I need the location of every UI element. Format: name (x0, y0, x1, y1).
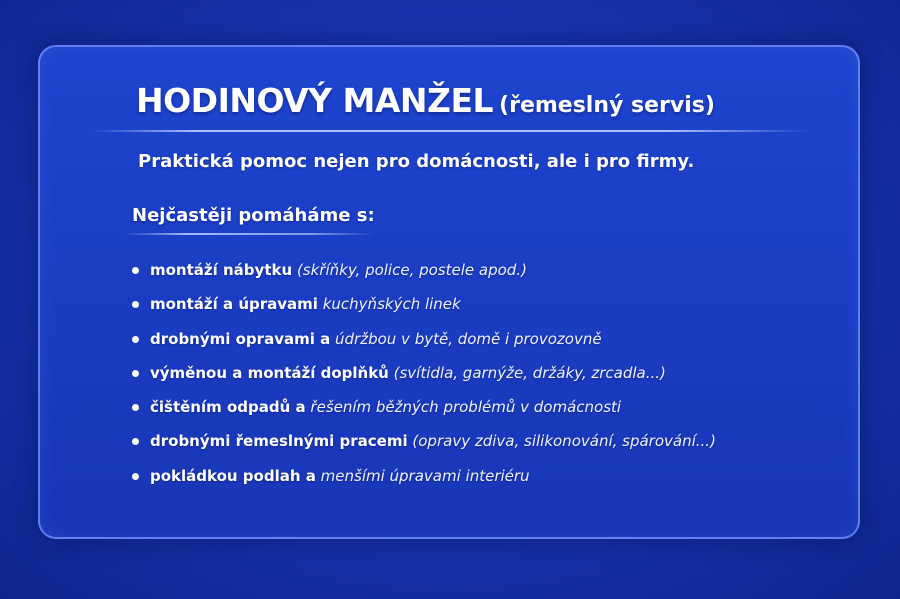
list-item (132, 291, 716, 325)
bullet-icon (132, 267, 139, 274)
item-italic-text: řešením běžných problémů v domácnosti (310, 398, 622, 417)
item-bold-text: drobnými opravami a (150, 329, 331, 348)
bullet-icon (132, 473, 139, 480)
bullet-icon (132, 370, 139, 377)
list-item (132, 428, 716, 462)
item-bold-text: montáží a úpravami (150, 295, 318, 314)
bullet-icon (132, 404, 139, 411)
list-item (132, 326, 716, 360)
title-main: HODINOVÝ MANŽEL (136, 81, 494, 120)
title-divider (90, 130, 810, 132)
subtitle: Praktická pomoc nejen pro domácnosti, ale i pro firmy. (138, 151, 695, 172)
item-italic-text: menšími úpravami interiéru (320, 466, 530, 485)
item-italic-text: (svítidla, garnýže, držáky, zrcadla...) (393, 363, 666, 382)
item-bold-text: montáží nábytku (150, 261, 293, 279)
title-suffix: (řemeslný servis) (499, 93, 715, 118)
list-item (132, 257, 716, 291)
item-italic-text: kuchyňských linek (322, 295, 461, 314)
item-italic-text: (skříňky, police, postele apod.) (296, 261, 527, 279)
info-card (38, 45, 860, 539)
list-item (132, 360, 716, 394)
item-bold-text: čištěním odpadů a (150, 398, 306, 417)
services-heading: Nejčastěji pomáháme s: (132, 205, 375, 226)
item-italic-text: údržbou v bytě, domě i provozovně (335, 329, 602, 348)
bullet-icon (132, 301, 139, 308)
item-italic-text: (opravy zdiva, silikonování, spárování...) (412, 432, 716, 451)
services-list (132, 257, 716, 497)
item-bold-text: drobnými řemeslnými pracemi (150, 432, 408, 451)
bullet-icon (132, 438, 139, 445)
list-item (132, 394, 716, 428)
page-title (136, 81, 715, 120)
item-bold-text: výměnou a montáží doplňků (150, 363, 389, 382)
bullet-icon (132, 336, 139, 343)
heading-divider (124, 233, 374, 235)
item-bold-text: pokládkou podlah a (150, 466, 316, 485)
list-item (132, 463, 716, 497)
